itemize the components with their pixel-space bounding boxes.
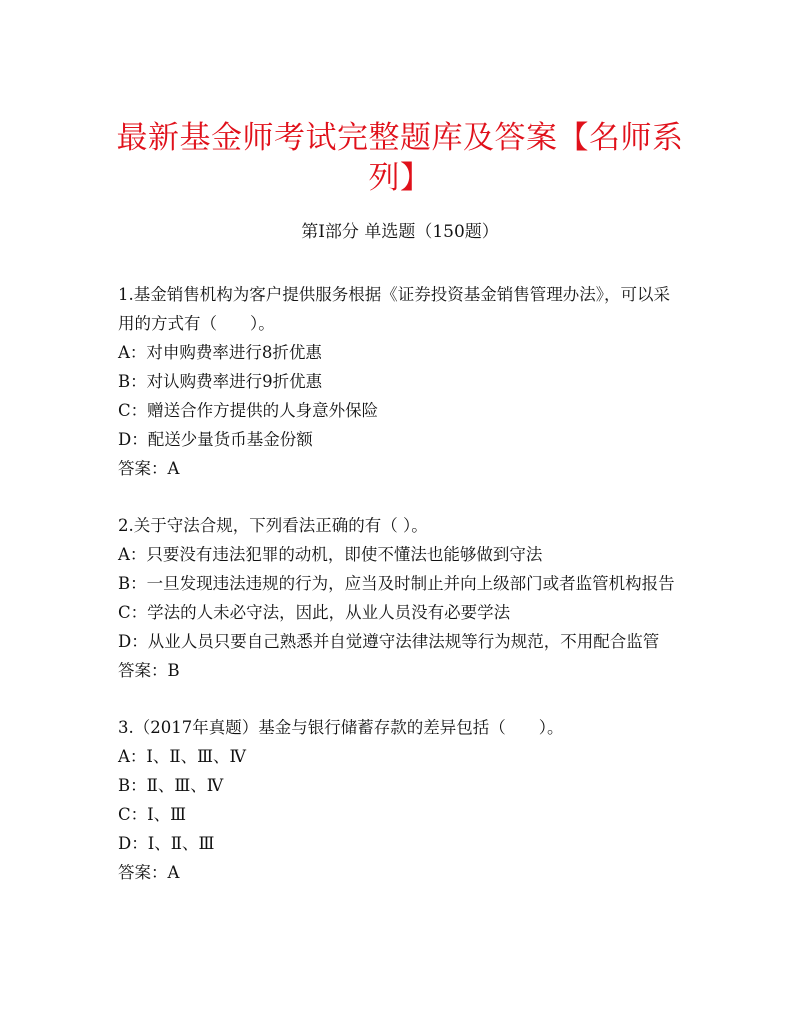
section-heading: 第Ⅰ部分 单选题（150题） xyxy=(301,222,499,242)
question-stem: 1.基金销售机构为客户提供服务根据《证券投资基金销售管理办法》，可以采用的方式有（ ）。 xyxy=(118,285,670,333)
option-b: B：一旦发现违法违规的行为，应当及时制止并向上级部门或者监管机构报告 xyxy=(118,574,675,593)
question-stem: 3.（2017年真题）基金与银行储蓄存款的差异包括（ ）。 xyxy=(118,718,564,737)
option-b: B：对认购费率进行9折优惠 xyxy=(118,372,323,391)
option-d: D：Ⅰ、Ⅱ、Ⅲ xyxy=(118,834,215,853)
option-a: A：对申购费率进行8折优惠 xyxy=(118,343,322,362)
answer: 答案：B xyxy=(118,661,180,680)
question-list xyxy=(118,280,680,915)
option-c: C：学法的人未必守法，因此，从业人员没有必要学法 xyxy=(118,603,511,622)
answer: 答案：A xyxy=(118,459,180,478)
option-a: A：Ⅰ、Ⅱ、Ⅲ、Ⅳ xyxy=(118,747,247,766)
option-d: D：配送少量货币基金份额 xyxy=(118,430,313,449)
option-c: C：赠送合作方提供的人身意外保险 xyxy=(118,401,379,420)
question-1 xyxy=(118,280,680,483)
question-stem: 2.关于守法合规，下列看法正确的有（ ）。 xyxy=(118,516,428,535)
question-3 xyxy=(118,713,680,887)
answer: 答案：A xyxy=(118,863,180,882)
option-c: C：Ⅰ、Ⅲ xyxy=(118,805,187,824)
document-title: 最新基金师考试完整题库及答案【名师系列】 xyxy=(116,120,684,196)
option-a: A：只要没有违法犯罪的动机，即使不懂法也能够做到守法 xyxy=(118,545,543,564)
option-b: B：Ⅱ、Ⅲ、Ⅳ xyxy=(118,776,224,795)
question-2 xyxy=(118,511,680,685)
option-d: D：从业人员只要自己熟悉并自觉遵守法律法规等行为规范，不用配合监管 xyxy=(118,632,660,651)
